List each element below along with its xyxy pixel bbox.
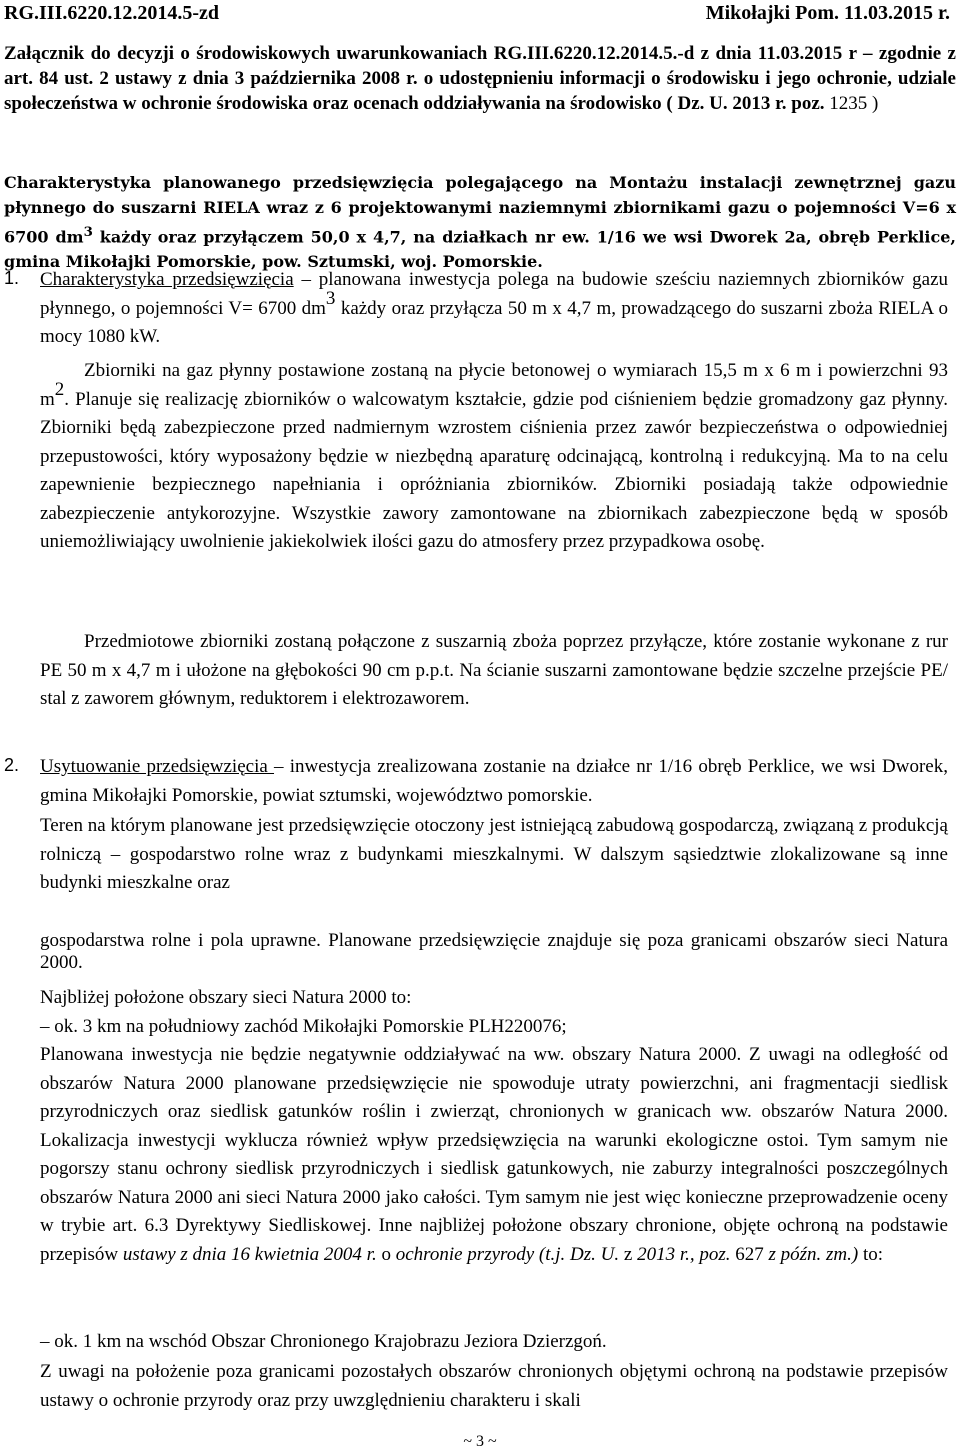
page-header [4, 1, 950, 25]
annex-text-end: 1235 ) [829, 93, 879, 114]
section-2-text: – inwestycja zrealizowana zostanie na działce nr 1/16 obręb Perklice, we wsi Dworek, gmina Mikołajki Pomorskie, powiat sztumski, województwo pomorskie. [40, 756, 948, 806]
section-2-p4-ital-2: z dnia 16 kwietnia 2004 r. [180, 1243, 377, 1265]
section-1-superscript: 3 [325, 287, 336, 309]
section-1-text: – planowana inwestycja polega na budowie sześciu naziemnych zbiorników gazu płynnego, o pojemności V= 6700 dm [40, 269, 949, 319]
section-2-p4-end: to: [858, 1243, 884, 1265]
section-1-p2-text-b: . Planuje się realizację zbiorników o walcowatym kształcie, gdzie pod ciśnieniem będzie gromadzony gaz płynny. Zbiorniki będą zabezpieczone przed nadmiernym wzrostem ciśnienia przez zawór bezpieczeństwa o odpowiedniej przepustowości, który wyposażony będzie w niezbędną aparaturę odcinającą, kontrolną i redukcyjną. Ma to na celu zapewnienie bezpiecznego napełniania i opróżniania zbiorników. Zbiorniki posiadają także odpowiednie zabezpieczenie antykorozyjne. Wszystkie zawory zamontowane na zbiornikach zabezpieczone będą w sposób uniemożliwiający uwolnienie jakiekolwiek ilości gazu do atmosfery przez przypadkowa osobę. [40, 388, 948, 552]
document-title [4, 170, 956, 274]
section-2-p4-ital-4: 2013 r., poz. [637, 1243, 731, 1265]
section-2-paragraph-1 [40, 753, 948, 810]
annex-statement [4, 41, 956, 116]
section-1-p2-text: Zbiorniki na gaz płynny postawione zostaną na płycie betonowej o wymiarach 15,5 m x 6 m i powierzchni 93 m [40, 360, 948, 410]
section-2-p4-text: Planowana inwestycja nie będzie negatywnie oddziaływać na ww. obszary Natura 2000. Z uwagi na odległość od obszarów Natura 2000 planowane przedsięwzięcie nie spowoduje utraty powierzchni, ani fragmentacji siedlisk przyrodniczych oraz siedlisk gatunków roślin i zwierząt, chronionych w granicach ww. obszarów Natura 2000. Lokalizacja inwestycji wyklucza również wpływ przedsięwzięcia na warunki ekologiczne ostoi. Tym samym nie pogorszy stanu ochrony siedlisk przyrodniczych i siedlisk gatunkowych, nie zaburzy integralności poszczególnych obszarów Natura 2000 ani sieci Natura 2000 jako całości. Tym samym nie jest więc konieczne przeprowadzenie oceny w trybie art. 6.3 Dyrektywy Siedliskowej. Inne najbliżej położone obszary chronione, objęte ochroną na podstawie przepisów [40, 1044, 948, 1265]
section-2-heading: Usytuowanie przedsięwzięcia [40, 756, 275, 777]
section-2-p4-ital-3: ochronie przyrody (t.j. Dz. U. [395, 1243, 620, 1265]
section-1-paragraph-1 [40, 266, 948, 352]
section-2-p4-mid-3: 627 [730, 1243, 769, 1265]
page-number: ~ 3 ~ [463, 1433, 497, 1450]
section-2-number: 2. [4, 755, 20, 775]
section-2-natura-intro: Najbliżej położone obszary sieci Natura 2000 to: [40, 987, 412, 1008]
section-2-paragraph-5: Z uwagi na położenie poza granicami pozostałych obszarów chronionych objętymi ochroną na podstawie przepisów ustawy o ochronie przyrody oraz przy uwzględnieniu charakteru i skali [40, 1361, 948, 1411]
annex-text: Załącznik do decyzji o środowiskowych uwarunkowaniach RG.III.6220.12.2014.5.-d z dnia 11.03.2015 r – zgodnie z art. 84 ust. 2 ustawy z dnia 3 października 2008 r. o udostępnieniu informacji o środowisku i jego ochronie, udziale społeczeństwa w ochronie środowiska oraz ocenach oddziaływania na środowisko ( Dz. U. 2013 r. poz. [4, 43, 956, 114]
section-2-p4-mid-2: z [619, 1243, 638, 1265]
section-2-paragraph-4 [40, 1041, 948, 1269]
section-1-text-b: każdy oraz przyłącza 50 m x 4,7 m, prowadzącego do suszarni zboża RIELA o mocy 1080 kW. [40, 297, 949, 347]
case-number: RG.III.6220.12.2014.5-zd [4, 2, 220, 24]
section-2-p4-mid: o [376, 1243, 396, 1265]
title-text: Charakterystyka planowanego przedsięwzięcia polegającego na Montażu instalacji zewnętrznej gazu płynnego do suszarni RIELA wraz z 6 projektowanymi naziemnymi zbiornikami gazu o pojemności V=6 x 6700 dm [4, 173, 956, 247]
natura-bullet-2: – ok. 1 km na wschód Obszar Chronionego Krajobrazu Jeziora Dzierzgoń. [40, 1331, 607, 1352]
section-1-paragraph-2 [40, 357, 948, 557]
section-1-paragraph-3: Przedmiotowe zbiorniki zostaną połączone z suszarnią zboża poprzez przyłącze, które zostanie wykonane z rur PE 50 m x 4,7 m i ułożone na głębokości 90 cm p.p.t. Na ścianie suszarni zamontowane będzie szczelne przejście PE/ stal z zaworem głównym, reduktorem i elektrozaworem. [40, 631, 948, 709]
section-1-p2-superscript: 2 [54, 378, 65, 400]
title-text-end: każdy oraz przyłączem 50,0 x 4,7, na działkach nr ew. 1/16 we wsi Dworek 2a, obręb Perklice, gmina Mikołajki Pomorskie, pow. Sztumski, woj. Pomorskie. [4, 227, 956, 272]
section-1-heading: Charakterystyka przedsięwzięcia [40, 269, 294, 290]
section-2-p4-ital-5: z późn. zm.) [768, 1243, 859, 1265]
header-date: Mikołajki Pom. 11.03.2015 r. [705, 2, 950, 24]
natura-bullet-1: – ok. 3 km na południowy zachód Mikołajki Pomorskie PLH220076; [40, 1016, 567, 1037]
section-2-p4-ital-1: ustawy [122, 1243, 176, 1265]
title-superscript: 3 [83, 224, 93, 240]
section-2-paragraph-2b: gospodarstwa rolne i pola uprawne. Planowane przedsięwzięcie znajduje się poza granicami obszarów sieci Natura 2000. [40, 930, 948, 973]
section-2-paragraph-2: Teren na którym planowane jest przedsięwzięcie otoczony jest istniejącą zabudową gospodarczą, związaną z produkcją rolniczą – gospodarstwo rolne wraz z budynkami mieszkalnymi. W dalszym sąsiedztwie zlokalizowane są inne budynki mieszkalne oraz [40, 815, 948, 893]
section-1-number: 1. [4, 268, 20, 288]
